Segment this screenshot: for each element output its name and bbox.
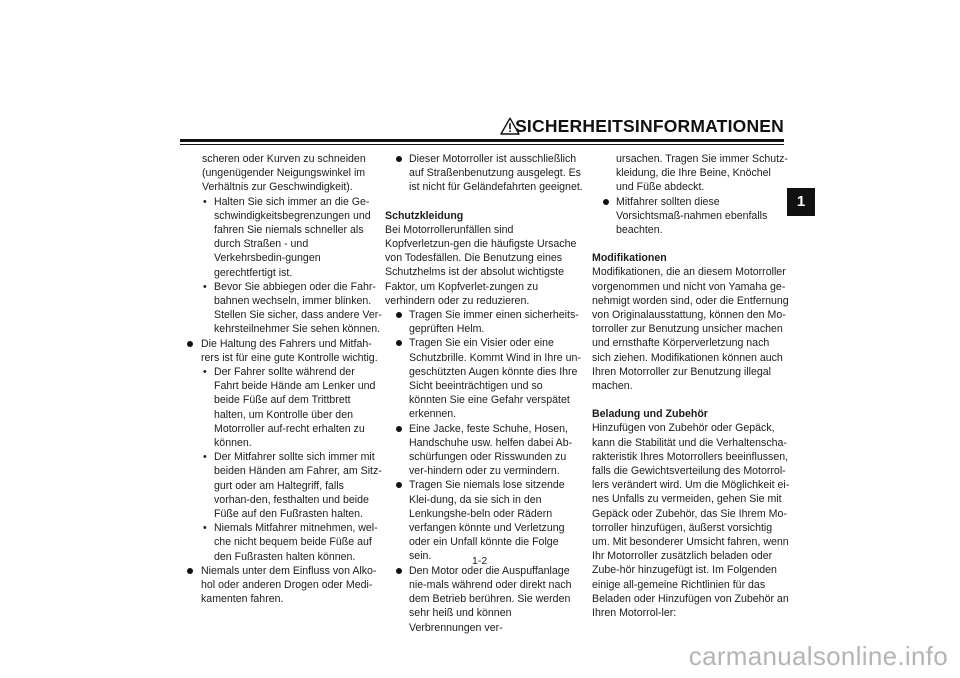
col1-intro: scheren oder Kurven zu schneiden (ungenügender Neigungswinkel im Verhältnis zur Geschwindigkeit).	[202, 153, 366, 194]
list-item: Eine Jacke, feste Schuhe, Hosen, Handschuhe usw. helfen dabei Ab-schürfungen oder Risswunden zu ver-hindern oder zu vermindern.	[385, 422, 583, 479]
section-paragraph: Modifikationen, die an diesem Motorroller vorgenommen und nicht von Yamaha ge-nehmigt worden sind, oder die Entfernung von Originalausstattung, können den Mo-torroller zur Benutzung unsicher machen und ernsthafte Körperverletzung nach sich ziehen. Modifikationen können auch Ihren Motorroller zur Benutzung illegal machen.	[592, 266, 789, 393]
list-item: Die Haltung des Fahrers und Mitfah-rers ist für eine gute Kontrolle wichtig.	[184, 337, 382, 365]
section-heading-modifikationen: Modifikationen	[592, 252, 667, 265]
page-number: 1-2	[472, 555, 488, 567]
column-3	[592, 152, 790, 620]
header-rule-thin	[180, 144, 784, 145]
section-paragraph: Bei Motorrollerunfällen sind Kopfverletzun-gen die häufigste Ursache von Todesfällen. Die Benutzung eines Schutzhelms ist der absolut wichtigste Faktor, um Kopfverlet-zungen zu verhindern oder zu reduzieren.	[385, 223, 577, 307]
section-heading-beladung: Beladung und Zubehör	[592, 408, 708, 421]
section-paragraph: Hinzufügen von Zubehör oder Gepäck, kann die Stabilität und die Verhaltenscha-rakteristik Ihres Motorrollers beeinflussen, falls die Gewichtsverteilung des Motorrol-lers verändert wird. Um die Möglichkeit ei-nes Unfalls zu vermeiden, gehen Sie mit Gepäck oder Zubehör, das Sie Ihrem Mo-torroller hinzufügen, äußerst vorsichtig um. Mit besonderer Umsicht fahren, wenn Ihr Motorroller zusätzlich beladen oder Zube-hör hinzugefügt ist. Im Folgenden einige all-gemeine Richtlinien für das Beladen oder Hinzufügen von Zubehör an Ihren Motorrol-ler:	[592, 422, 790, 620]
list-item: • Bevor Sie abbiegen oder die Fahr-bahnen wechseln, immer blinken. Stellen Sie sicher, dass andere Ver-kehrsteilnehmer Sie sehen können.	[184, 280, 382, 337]
list-item: Dieser Motorroller ist ausschließlich auf Straßenbenutzung ausgelegt. Es ist nicht für Geländefahrten geeignet.	[385, 152, 583, 195]
list-item: Mitfahrer sollten diese Vorsichtsmaß-nahmen ebenfalls beachten.	[592, 195, 790, 238]
list-item: Tragen Sie ein Visier oder eine Schutzbrille. Kommt Wind in Ihre un-geschützten Augen könnte dies Ihre Sicht beeinträchtigen und so könnten Sie eine Gefahr verspätet erkennen.	[385, 336, 583, 421]
list-item: Niemals unter dem Einfluss von Alko-hol oder anderen Drogen oder Medi-kamenten fahren.	[184, 564, 382, 607]
list-item: Tragen Sie niemals lose sitzende Klei-dung, da sie sich in den Lenkungshe-beln oder Rädern verfangen könnte und Verletzung oder ein Unfall könnte die Folge sein.	[385, 478, 583, 563]
page-header	[180, 114, 784, 144]
col3-continuation: ursachen. Tragen Sie immer Schutz-kleidung, die Ihre Beine, Knöchel und Füße abdeckt.	[616, 153, 788, 194]
watermark: carmanualsonline.info	[688, 641, 948, 671]
list-item: Tragen Sie immer einen sicherheits-geprüften Helm.	[385, 308, 583, 336]
list-item: • Der Mitfahrer sollte sich immer mit beiden Händen am Fahrer, am Sitz-gurt oder am Haltegriff, falls vorhan-den, festhalten und beide Füße auf den Fußrasten halten.	[184, 450, 382, 521]
section-heading-schutzkleidung: Schutzkleidung	[385, 209, 464, 222]
list-item: • Niemals Mitfahrer mitnehmen, wel-che nicht bequem beide Füße auf den Fußrasten halten können.	[184, 521, 382, 564]
list-item: Den Motor oder die Auspuffanlage nie-mals während oder direkt nach dem Betrieb berühren. Sie werden sehr heiß und können Verbrennungen ver-	[385, 564, 583, 635]
column-1	[184, 152, 382, 607]
list-item: • Der Fahrer sollte während der Fahrt beide Hände am Lenker und beide Füße auf dem Trittbrett halten, um Kontrolle über den Motorroller auf-recht erhalten zu können.	[184, 365, 382, 450]
page-title: SICHERHEITSINFORMATIONEN	[515, 116, 784, 136]
header-rule-thick	[180, 139, 784, 142]
chapter-tab: 1	[787, 188, 815, 216]
list-item: • Halten Sie sich immer an die Ge-schwindigkeitsbegrenzungen und fahren Sie niemals schneller als durch Straßen - und Verkehrsbedin-gungen gerechtfertigt ist.	[184, 195, 382, 280]
